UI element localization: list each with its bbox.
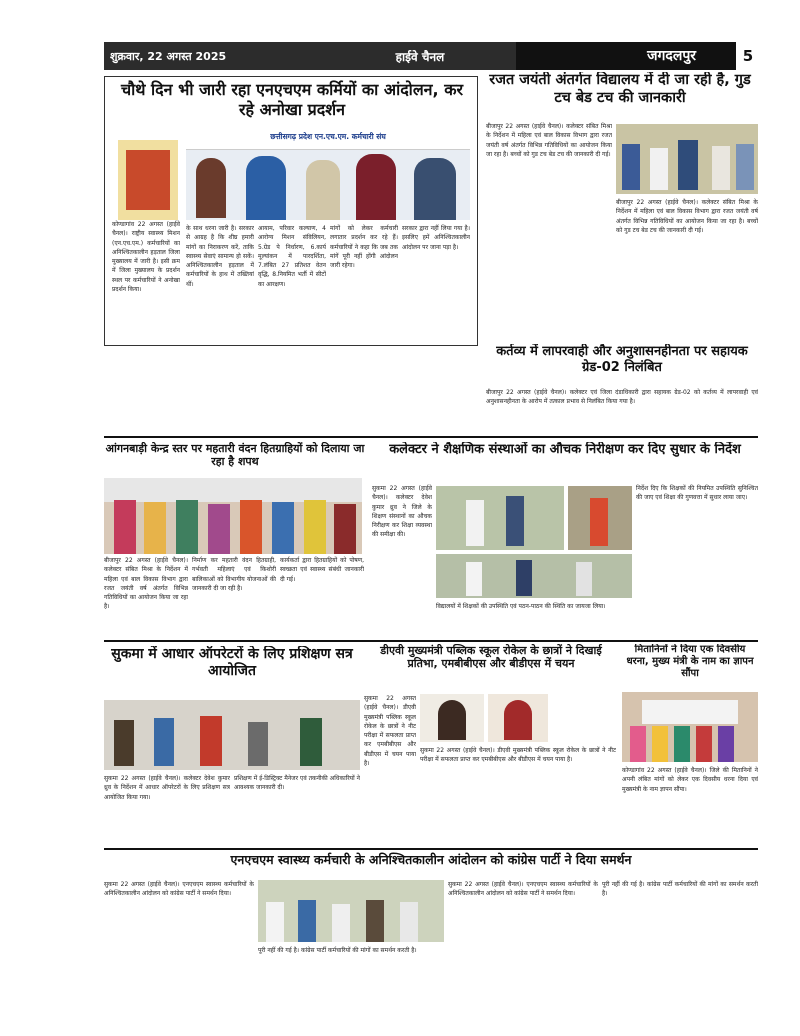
- article-9-col4: पूरी नहीं की गई है। कांग्रेस पार्टी कर्मचारियों की मांगों का समर्थन करती है।: [602, 881, 758, 898]
- article-8-photo: [622, 692, 758, 762]
- page-number: 5: [736, 42, 760, 70]
- article-8-text: कोण्डागांव 22 अगस्त (हाईवे चैनल)। जिले की मितानिनों ने अपनी लंबित मांगों को लेकर एक दिवसीय धरना दिया एवं मुख्यमंत्री के नाम ज्ञापन सौंपा।: [622, 767, 758, 793]
- student-photo-1: [420, 694, 484, 742]
- article-5-text: सुकमा 22 अगस्त (हाईवे चैनल)। कलेक्टर देवेश कुमार ध्रुव ने जिले के शिक्षण संस्थानों का औचक निरीक्षण कर शिक्षा व्यवस्था की समीक्षा की।: [372, 485, 432, 539]
- article-8-headline: मितानिनों ने दिया एक दिवसीय धरना, मुख्य मंत्री के नाम का ज्ञापन सौंपा: [626, 644, 754, 680]
- article-1-col4: मांगों को लेकर कर्मचारी लगातार प्रदर्शन कर रहे हैं। कर्मचारियों ने कहा कि जब तक मांगें पूरी नहीं होंगी आंदोलन जारी रहेगा।: [330, 225, 398, 270]
- article-7-text: सुकमा 22 अगस्त (हाईवे चैनल)। डीएवी मुख्यमंत्री पब्लिक स्कूल रोकेल के छात्रों ने नीट परीक्षा में सफलता प्राप्त कर एमबीबीएस और बीडीएस में चयन पाया है।: [364, 695, 416, 768]
- article-1-photo: [186, 128, 470, 220]
- article-2-text: बीजापुर 22 अगस्त (हाईवे चैनल)। कलेक्टर संबित मिश्रा के निर्देशन में महिला एवं बाल विकास विभाग द्वारा रजत जयंती वर्ष अंतर्गत विभिन्न गतिविधियों का आयोजन किया जा रहा है। बच्चों को गुड टच बेड टच की जानकारी दी गई।: [486, 123, 612, 158]
- article-4-col2: निर्माण कर महतारी वंदन हितग्राही, गर्भवती महिलाएं एवं किशोरी बालिकाओं को विभागीय योजनाओं की जानकारी दी जा रही है।: [192, 557, 276, 592]
- article-9-col2: पूरी नहीं की गई है। कांग्रेस पार्टी कर्मचारियों की मांगों का समर्थन करती है।: [258, 947, 417, 954]
- article-2-text-b: बीजापुर 22 अगस्त (हाईवे चैनल)। कलेक्टर संबित मिश्रा के निर्देशन में महिला एवं बाल विकास विभाग द्वारा रजत जयंती वर्ष अंतर्गत विभिन्न गतिविधियों का आयोजन किया जा रहा है। बच्चों को गुड टच बेड टच की जानकारी दी गई।: [616, 199, 758, 234]
- article-5-photo-2: [568, 486, 632, 550]
- article-4-col3: कार्यकर्ता द्वारा हितग्राहियों को पोषण, स्वच्छता एवं स्वास्थ्य संबंधी जानकारी दी गई।: [280, 557, 364, 583]
- student-photo-2: [488, 694, 548, 742]
- article-7-col2: सुकमा 22 अगस्त (हाईवे चैनल)। डीएवी मुख्यमंत्री पब्लिक स्कूल रोकेल के छात्रों ने नीट परीक्षा में सफलता प्राप्त कर एमबीबीएस और बीडीएस में चयन पाया है।: [420, 747, 616, 764]
- article-9-headline: एनएचएम स्वास्थ्य कर्मचारी के अनिश्चितकालीन आंदोलन को कांग्रेस पार्टी ने दिया समर्थन: [230, 852, 632, 867]
- article-4-text: बीजापुर 22 अगस्त (हाईवे चैनल)। कलेक्टर संबित मिश्रा के निर्देशन में महिला एवं बाल विकास विभाग द्वारा रजत जयंती वर्ष अंतर्गत विभिन्न गतिविधियों का आयोजन किया जा रहा है।: [104, 557, 188, 611]
- divider: [104, 436, 758, 438]
- article-6-headline: सुकमा में आधार ऑपरेटरों के लिए प्रशिक्षण सत्र आयोजित: [111, 646, 353, 680]
- article-1-headline: चौथे दिन भी जारी रहा एनएचएम कर्मियों का आंदोलन, कर रहे अनोखा प्रदर्शन: [120, 80, 464, 119]
- article-3-text: बीजापुर 22 अगस्त (हाईवे चैनल)। कलेक्टर एवं जिला दंडाधिकारी द्वारा सहायक ग्रेड-02 को कर्तव्य में लापरवाही एवं अनुशासनहीनता के आरोप में तत्काल प्रभाव से निलंबित किया गया है।: [486, 389, 758, 406]
- article-9-col3: सुकमा 22 अगस्त (हाईवे चैनल)। एनएचएम स्वास्थ्य कर्मचारियों के अनिश्चितकालीन आंदोलन को कांग्रेस पार्टी ने समर्थन दिया।: [448, 881, 598, 898]
- paper-name: हाईवे चैनल: [395, 50, 445, 64]
- protest-banner-text: छत्तीसगढ़ प्रदेश एन.एच.एम. कर्मचारी संघ: [270, 132, 386, 141]
- divider: [104, 848, 758, 850]
- article-7-headline: डीएवी मुख्यमंत्री पब्लिक स्कूल रोकेल के छात्रों ने दिखाई प्रतिभा, एमबीबीएस और बीडीएस में चयन: [380, 644, 602, 671]
- article-1-col3: आयाम, परिवार कल्याण, 4 आरोग्य मिशन संविलियन, 5.ग्रेड पे निर्धारण, 6.कार्य मूल्यांकन में पारदर्शिता, 7.लंबित 27 प्रतिशत वेतन वृद्धि, 8.नियमित भर्ती में सीटों का आरक्षण।: [258, 225, 326, 288]
- masthead-bar: [104, 42, 736, 70]
- article-5-photo-1: [436, 486, 564, 550]
- article-2-photo: [616, 124, 758, 194]
- article-9-photo: [258, 880, 444, 942]
- edition-city: जगदलपुर: [516, 42, 736, 70]
- divider: [104, 640, 758, 642]
- article-4-photo: [104, 478, 362, 554]
- article-6-photo: [104, 700, 360, 770]
- article-3-headline: कर्तव्य में लापरवाही और अनुशासनहीनता पर सहायक ग्रेड-02 निलंबित: [496, 344, 748, 375]
- article-5-headline: कलेक्टर ने शैक्षणिक संस्थाओं का औचक निरीक्षण कर दिए सुधार के निर्देश: [389, 442, 741, 457]
- article-5-col2: विद्यालयों में शिक्षकों की उपस्थिति एवं पठन-पाठन की स्थिति का जायजा लिया।: [436, 603, 606, 610]
- article-5-photo-3: [436, 554, 632, 598]
- article-5-col3: निर्देश दिए कि शिक्षकों की नियमित उपस्थिति सुनिश्चित की जाए एवं शिक्षा की गुणवत्ता में सुधार लाया जाए।: [636, 485, 758, 502]
- article-6-text: सुकमा 22 अगस्त (हाईवे चैनल)। कलेक्टर देवेश कुमार ध्रुव के निर्देशन में आधार ऑपरेटरों के लिए प्रशिक्षण सत्र आयोजित किया गया।: [104, 775, 230, 801]
- article-4-headline: आंगनबाड़ी केन्द्र स्तर पर महतारी वंदन हितग्राहियों को दिलाया जा रहा है शपथ: [105, 442, 365, 469]
- article-1-col2: के साथ धरना जारी है। सरकार से आग्रह है कि शीघ्र हमारी मांगों का निराकरण करें, ताकि स्वास्थ्य सेवाएं सामान्य हो सकें। अनिश्चितकालीन हड़ताल में कर्मचारियों के हाथ में तख्तियां थीं।: [186, 225, 254, 288]
- article-2-headline: रजत जयंती अंतर्गत विद्यालय में दी जा रही है, गुड टच बेड टच की जानकारी: [489, 72, 751, 106]
- article-9-text: सुकमा 22 अगस्त (हाईवे चैनल)। एनएचएम स्वास्थ्य कर्मचारियों के अनिश्चितकालीन आंदोलन को कांग्रेस पार्टी ने समर्थन दिया।: [104, 881, 254, 898]
- issue-date: शुक्रवार, 22 अगस्त 2025: [110, 50, 227, 63]
- article-1-lead: कोण्डागांव 22 अगस्त (हाईवे चैनल)। राष्ट्रीय स्वास्थ्य मिशन (एन.एच.एम.) कर्मचारियों का अनिश्चितकालीन हड़ताल जिला मुख्यालय में जारी है। इसी क्रम में जिला मुख्यालय के प्रदर्शन स्थल पर कर्मचारियों ने अनोखा प्रदर्शन किया।: [112, 221, 180, 294]
- article-1-col5: सरकार द्वारा नहीं लिया गया है। इसलिए हमें अनिश्चितकालीन आंदोलन पर जाना पड़ा है।: [402, 225, 470, 251]
- article-6-col2: प्रशिक्षण में ई-डिस्ट्रिक्ट मैनेजर एवं तकनीकी अधिकारियों ने आवश्यक जानकारी दी।: [234, 775, 360, 792]
